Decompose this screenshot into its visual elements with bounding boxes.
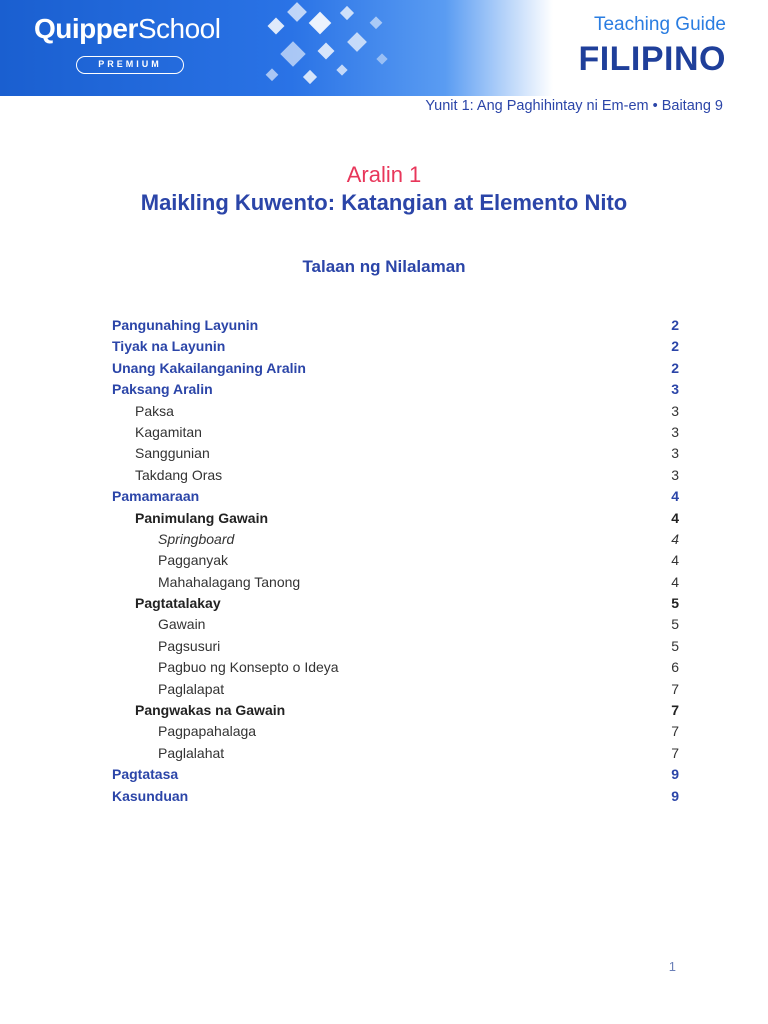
toc-entry-label: Mahahalagang Tanong — [158, 573, 301, 590]
toc-entry-label: Springboard — [158, 530, 235, 547]
toc-entry-label: Pagtatasa — [112, 766, 179, 783]
toc-entry-label: Kasunduan — [112, 787, 189, 804]
toc-entry-page: 5 — [671, 637, 679, 654]
toc-entry-page: 5 — [671, 595, 679, 612]
toc-entry-label: Paglalapat — [158, 680, 225, 697]
toc-entry-paksa[interactable] — [112, 401, 679, 422]
toc-entry-page: 4 — [671, 552, 679, 569]
premium-badge: PREMIUM — [76, 56, 184, 74]
toc-entry-label: Pangwakas na Gawain — [135, 702, 286, 719]
toc-entry-paglalapat[interactable] — [112, 679, 679, 700]
toc-entry-page: 7 — [671, 744, 679, 761]
toc-entry-page: 3 — [671, 402, 679, 419]
toc-entry-page: 9 — [671, 787, 679, 804]
toc-entry-label: Sanggunian — [135, 445, 210, 462]
toc-entry-page: 2 — [671, 317, 679, 333]
toc-entry-page: 5 — [671, 616, 679, 633]
toc-entry-sanggunian[interactable] — [112, 443, 679, 464]
toc-entry-pagganyak[interactable] — [112, 550, 679, 571]
toc-entry-pagsusuri[interactable] — [112, 636, 679, 657]
page-number: 1 — [668, 959, 676, 974]
unit-grade-line: Yunit 1: Ang Paghihintay ni Em-em • Baitang 9 — [425, 98, 723, 114]
toc-entry-page: 7 — [671, 702, 679, 719]
toc-entry-paksang-aralin[interactable] — [112, 379, 679, 400]
toc-entry-takdang-oras[interactable] — [112, 465, 679, 486]
subject-title: FILIPINO — [578, 40, 726, 78]
toc-heading: Talaan ng Nilalaman — [302, 257, 466, 276]
logo-brand: Quipper — [34, 13, 138, 44]
toc-entry-label: Kagamitan — [135, 423, 202, 440]
toc-entry-page: 2 — [671, 359, 679, 376]
toc-entry-page: 4 — [671, 573, 679, 590]
table-of-contents — [112, 315, 679, 807]
toc-entry-pamamaraan[interactable] — [112, 486, 679, 507]
decorative-diamonds-icon — [260, 0, 420, 96]
logo-school: School — [137, 13, 221, 44]
toc-entry-label: Panimulang Gawain — [135, 509, 269, 526]
toc-entry-page: 3 — [671, 445, 679, 462]
toc-entry-label: Gawain — [158, 616, 206, 633]
toc-entry-label: Pagganyak — [158, 552, 229, 569]
toc-entry-paglalahat[interactable] — [112, 743, 679, 764]
quipper-school-logo — [34, 13, 220, 45]
teaching-guide-label: Teaching Guide — [593, 14, 726, 35]
toc-entry-page: 6 — [671, 659, 679, 676]
toc-entry-unang-kakailanganing-aralin[interactable] — [112, 358, 679, 379]
toc-entry-label: Pangunahing Layunin — [112, 317, 259, 333]
toc-entry-springboard[interactable] — [112, 529, 679, 550]
toc-entry-pagbuo-ng-konsepto[interactable] — [112, 657, 679, 678]
toc-entry-label: Paglalahat — [158, 744, 225, 761]
toc-entry-label: Pagsusuri — [158, 637, 221, 654]
toc-entry-page: 2 — [671, 338, 679, 355]
toc-entry-pangunahing-layunin[interactable] — [112, 315, 679, 336]
toc-entry-kagamitan[interactable] — [112, 422, 679, 443]
toc-entry-label: Paksa — [135, 402, 174, 419]
toc-entry-label: Pamamaraan — [112, 488, 200, 505]
toc-entry-pagtatasa[interactable] — [112, 764, 679, 785]
toc-entry-label: Pagpapahalaga — [158, 723, 257, 740]
toc-entry-page: 4 — [671, 488, 679, 505]
lesson-number: Aralin 1 — [346, 162, 422, 187]
toc-entry-label: Paksang Aralin — [112, 381, 213, 398]
toc-entry-page: 7 — [671, 723, 679, 740]
toc-entry-page: 3 — [671, 381, 679, 398]
toc-entry-mahahalagang-tanong[interactable] — [112, 572, 679, 593]
toc-entry-pagtatalakay[interactable] — [112, 593, 679, 614]
lesson-title: Maikling Kuwento: Katangian at Elemento Nito — [140, 190, 628, 215]
toc-entry-page: 3 — [671, 466, 679, 483]
toc-entry-label: Tiyak na Layunin — [112, 338, 226, 355]
toc-entry-page: 7 — [671, 680, 679, 697]
toc-entry-label: Unang Kakailanganing Aralin — [112, 359, 306, 376]
toc-entry-page: 3 — [671, 423, 679, 440]
toc-entry-panimulang-gawain[interactable] — [112, 508, 679, 529]
toc-entry-page: 4 — [671, 530, 679, 547]
header-band — [0, 0, 768, 96]
toc-entry-tiyak-na-layunin[interactable] — [112, 336, 679, 357]
toc-entry-pangwakas-na-gawain[interactable] — [112, 700, 679, 721]
toc-entry-label: Takdang Oras — [135, 466, 223, 483]
toc-entry-gawain[interactable] — [112, 614, 679, 635]
toc-entry-pagpapahalaga[interactable] — [112, 721, 679, 742]
toc-entry-kasunduan[interactable] — [112, 786, 679, 807]
toc-entry-page: 9 — [671, 766, 679, 783]
toc-entry-label: Pagbuo ng Konsepto o Ideya — [158, 659, 339, 676]
toc-entry-page: 4 — [671, 509, 679, 526]
toc-entry-label: Pagtatalakay — [135, 595, 221, 612]
